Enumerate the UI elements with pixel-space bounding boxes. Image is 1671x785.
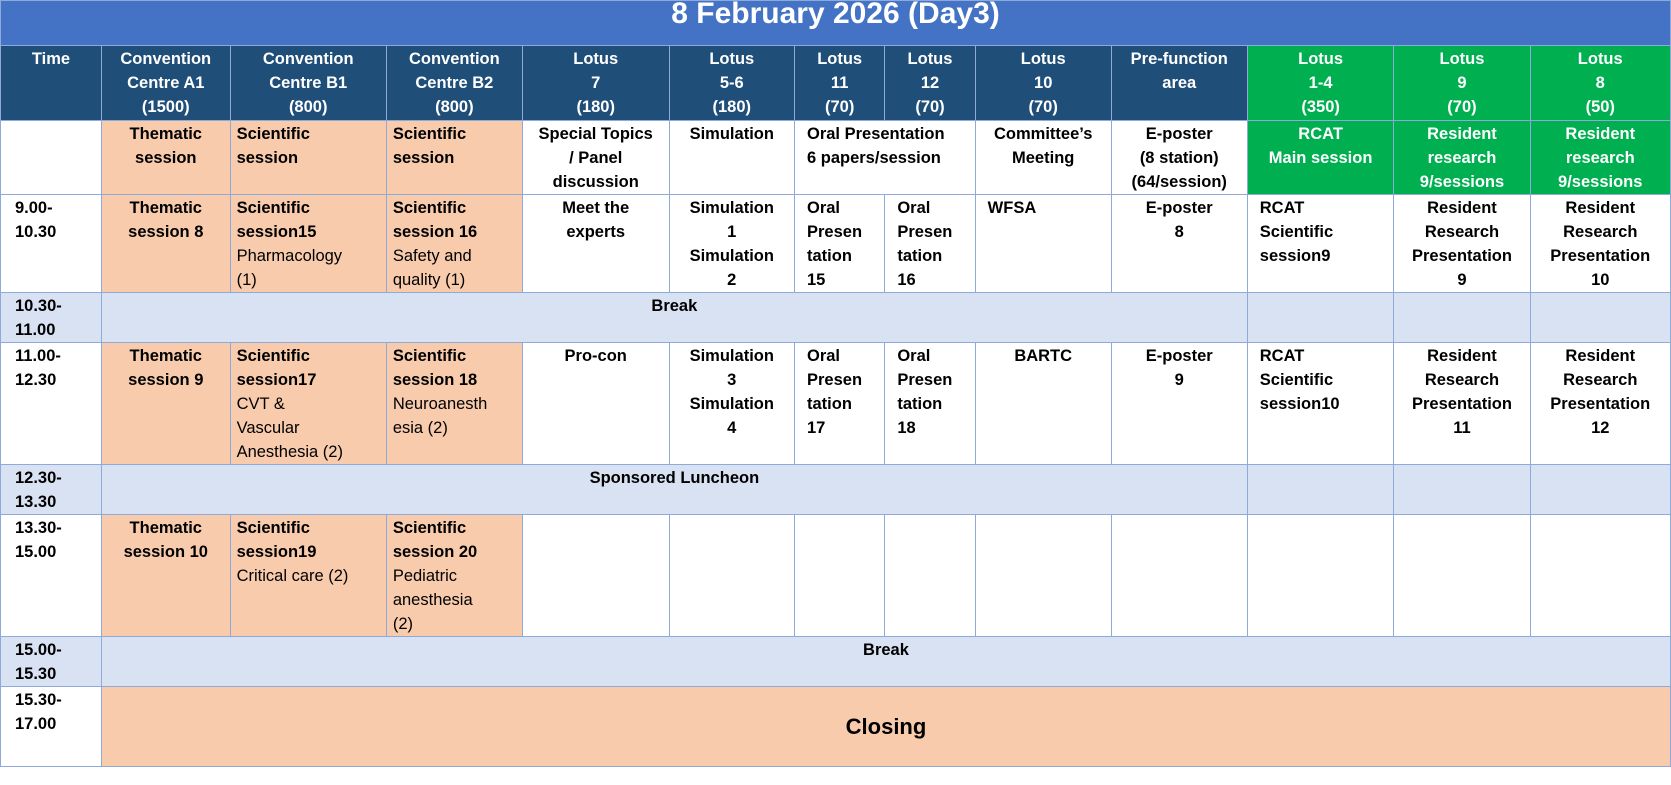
time-line: 10.30 <box>15 223 57 241</box>
session-topic: Safety and <box>392 247 472 265</box>
header-line: Centre B1 <box>269 74 348 92</box>
header-time-label: Time <box>31 50 71 68</box>
cell-line: Research <box>1563 223 1638 241</box>
slot-row <box>1 515 1671 637</box>
header-line: Lotus <box>907 50 953 68</box>
cell-convention-a1 <box>101 343 230 465</box>
cell-line: Simulation <box>689 247 774 265</box>
cell-line: (64/session) <box>1131 173 1227 191</box>
empty-cell <box>885 515 975 637</box>
cell-line: tation <box>897 395 943 413</box>
time-cell <box>1 293 102 343</box>
header-line: Convention <box>408 50 500 68</box>
cell-line: 2 <box>727 271 737 289</box>
cell-line: Thematic <box>129 125 202 143</box>
cell-line: 4 <box>727 419 737 437</box>
cell-line: Resident <box>1565 125 1636 143</box>
cell-line: 1 <box>727 223 737 241</box>
cell-lotus-11 <box>794 343 884 465</box>
time-line: 13.30- <box>15 519 62 537</box>
session-topic: (1) <box>236 271 257 289</box>
time-line: 15.00- <box>15 641 62 659</box>
cell-lotus-10: BARTC <box>975 343 1111 465</box>
cell-line: Thematic <box>129 519 202 537</box>
header-line: Lotus <box>709 50 755 68</box>
cell-line: Presen <box>897 223 953 241</box>
cell-convention-b2 <box>386 515 522 637</box>
cell-line: session <box>135 149 197 167</box>
cell-line: 16 <box>897 271 916 289</box>
cell-lotus-5-6 <box>669 195 794 293</box>
cell-line: Scientific <box>392 125 467 143</box>
empty-cell <box>669 515 794 637</box>
empty-cell <box>794 515 884 637</box>
type-oral-presentation <box>794 121 975 195</box>
cell-line: tation <box>806 247 852 265</box>
header-line: Lotus <box>573 50 619 68</box>
cell-convention-b2 <box>386 343 522 465</box>
break-empty-cell <box>1530 293 1671 343</box>
cell-line: Simulation <box>689 395 774 413</box>
break-label: Break <box>101 293 1247 343</box>
cell-lotus-8 <box>1530 343 1671 465</box>
cell-line: 9/sessions <box>1558 173 1643 191</box>
header-line: area <box>1162 74 1197 92</box>
cell-line: 3 <box>727 371 737 389</box>
empty-cell <box>1247 515 1394 637</box>
header-convention-b1 <box>230 46 386 121</box>
session-topic: Vascular <box>236 419 300 437</box>
cell-line: session 10 <box>123 543 208 561</box>
empty-cell <box>975 515 1111 637</box>
closing-label: Closing <box>101 687 1670 767</box>
cell-line: Thematic <box>129 347 202 365</box>
cell-line: 9 <box>1174 371 1184 389</box>
header-line: 12 <box>920 74 940 92</box>
header-lotus-1-4 <box>1247 46 1394 121</box>
header-capacity: (1500) <box>141 98 190 116</box>
cell-convention-a1 <box>101 515 230 637</box>
header-row <box>1 46 1671 121</box>
session-title: Scientific <box>392 199 467 217</box>
header-lotus-8 <box>1530 46 1671 121</box>
cell-line: 11 <box>1453 419 1471 437</box>
cell-line: (8 station) <box>1139 149 1219 167</box>
break-label: Break <box>101 637 1670 687</box>
cell-line: 10 <box>1591 271 1610 289</box>
cell-lotus-12 <box>885 195 975 293</box>
session-topic: Anesthesia (2) <box>236 443 343 461</box>
cell-line: session <box>392 149 455 167</box>
cell-line: tation <box>897 247 943 265</box>
header-line: Lotus <box>1439 50 1485 68</box>
cell-convention-a1 <box>101 195 230 293</box>
header-line: Lotus <box>1298 50 1344 68</box>
type-lotus-5-6: Simulation <box>669 121 794 195</box>
header-capacity: (70) <box>915 98 945 116</box>
cell-line: Thematic <box>129 199 202 217</box>
cell-line: Scientific <box>1259 371 1334 389</box>
cell-line: / Panel <box>569 149 623 167</box>
cell-line: Resident <box>1565 199 1636 217</box>
session-title: Scientific <box>392 347 467 365</box>
session-title: Scientific <box>236 199 310 217</box>
closing-row <box>1 687 1671 767</box>
header-lotus-7 <box>522 46 669 121</box>
cell-line: research <box>1565 149 1635 167</box>
time-line: 12.30 <box>15 371 57 389</box>
cell-line: Presen <box>806 371 863 389</box>
cell-convention-b2 <box>386 195 522 293</box>
cell-line: E-poster <box>1145 125 1213 143</box>
header-line: 11 <box>830 74 849 92</box>
session-title: session 20 <box>392 543 478 561</box>
break-row <box>1 293 1671 343</box>
cell-line: E-poster <box>1145 347 1213 365</box>
cell-lotus-5-6 <box>669 343 794 465</box>
time-cell <box>1 343 102 465</box>
cell-line: Presentation <box>1412 395 1512 413</box>
break-empty-cell <box>1394 293 1530 343</box>
lunch-empty-cell <box>1530 465 1671 515</box>
session-title: session17 <box>236 371 317 389</box>
session-topic: Pharmacology <box>236 247 343 265</box>
session-type-row <box>1 121 1671 195</box>
header-line: Pre-function <box>1130 50 1228 68</box>
cell-line: discussion <box>552 173 639 191</box>
header-line: Lotus <box>1577 50 1623 68</box>
cell-line: session <box>236 149 299 167</box>
time-line: 10.30- <box>15 297 62 315</box>
type-convention-a1 <box>101 121 230 195</box>
time-line: 17.00 <box>15 715 57 733</box>
session-topic: (2) <box>392 615 413 633</box>
header-line: 10 <box>1034 74 1053 92</box>
cell-line: session 8 <box>128 223 204 241</box>
slot-row <box>1 343 1671 465</box>
cell-lotus-11 <box>794 195 884 293</box>
cell-line: Presen <box>806 223 863 241</box>
header-line: 9 <box>1457 74 1467 92</box>
cell-line: Presentation <box>1550 395 1651 413</box>
cell-line: Oral <box>806 347 841 365</box>
cell-line: 15 <box>806 271 826 289</box>
empty-cell <box>1530 515 1671 637</box>
cell-pre-function <box>1111 343 1247 465</box>
cell-pre-function <box>1111 195 1247 293</box>
cell-line: Meeting <box>1012 149 1075 167</box>
cell-line: Presentation <box>1412 247 1512 265</box>
break-empty-cell <box>1247 293 1394 343</box>
cell-line: 9/sessions <box>1419 173 1505 191</box>
header-capacity: (50) <box>1585 98 1615 116</box>
session-title: session19 <box>236 543 317 561</box>
cell-line: Simulation <box>689 347 774 365</box>
cell-lotus-1-4 <box>1247 343 1394 465</box>
header-capacity: (70) <box>1447 98 1477 116</box>
time-cell <box>1 687 102 767</box>
cell-line: Committee’s <box>993 125 1093 143</box>
session-title: Scientific <box>392 519 467 537</box>
cell-line: 9 <box>1457 271 1467 289</box>
cell-line: experts <box>566 223 626 241</box>
empty-cell <box>522 515 669 637</box>
header-line: Centre B2 <box>415 74 494 92</box>
cell-lotus-7: Pro-con <box>522 343 669 465</box>
cell-line: 12 <box>1591 419 1610 437</box>
time-line: 15.30- <box>15 691 62 709</box>
page-title: 8 February 2026 (Day3) <box>1 1 1671 46</box>
time-line: 15.30 <box>15 665 57 683</box>
cell-convention-b1 <box>230 195 386 293</box>
cell-line: Scientific <box>1259 223 1334 241</box>
cell-line: session 9 <box>128 371 204 389</box>
cell-line: Special Topics <box>538 125 653 143</box>
header-line: 1-4 <box>1308 74 1333 92</box>
time-cell <box>1 637 102 687</box>
cell-line: research <box>1427 149 1497 167</box>
header-lotus-12 <box>885 46 975 121</box>
time-cell <box>1 195 102 293</box>
cell-line: RCAT <box>1298 125 1343 143</box>
header-capacity: (180) <box>712 98 752 116</box>
cell-line: RCAT <box>1259 347 1305 365</box>
header-capacity: (180) <box>576 98 615 116</box>
header-line: Centre A1 <box>127 74 205 92</box>
cell-line: session10 <box>1259 395 1340 413</box>
lunch-empty-cell <box>1247 465 1394 515</box>
header-line: Lotus <box>817 50 863 68</box>
time-line: 11.00- <box>15 347 61 365</box>
session-topic: esia (2) <box>392 419 448 437</box>
header-line: Convention <box>262 50 354 68</box>
session-topic: Pediatric <box>392 567 458 585</box>
header-lotus-9 <box>1394 46 1530 121</box>
cell-line: 6 papers/session <box>806 149 941 167</box>
time-line: 11.00 <box>15 321 56 339</box>
header-capacity: (70) <box>824 98 855 116</box>
lunch-empty-cell <box>1394 465 1530 515</box>
session-title: Scientific <box>236 519 310 537</box>
time-line: 15.00 <box>15 543 57 561</box>
cell-line: Research <box>1424 223 1500 241</box>
time-line: 13.30 <box>15 493 57 511</box>
time-line: 12.30- <box>15 469 62 487</box>
type-convention-b1 <box>230 121 386 195</box>
cell-lotus-9 <box>1394 343 1530 465</box>
header-lotus-10 <box>975 46 1111 121</box>
type-lotus-7 <box>522 121 669 195</box>
cell-line: session9 <box>1259 247 1331 265</box>
type-lotus-9 <box>1394 121 1530 195</box>
session-topic: CVT & <box>236 395 285 413</box>
header-line: Lotus <box>1020 50 1066 68</box>
header-line: 7 <box>591 74 601 92</box>
header-pre-function <box>1111 46 1247 121</box>
cell-line: tation <box>806 395 852 413</box>
time-cell <box>1 465 102 515</box>
session-topic: anesthesia <box>392 591 473 609</box>
cell-line: 8 <box>1174 223 1184 241</box>
cell-convention-b1 <box>230 515 386 637</box>
cell-line: Main session <box>1268 149 1373 167</box>
lunch-row <box>1 465 1671 515</box>
cell-line: Simulation <box>689 199 774 217</box>
type-convention-b2 <box>386 121 522 195</box>
cell-lotus-7 <box>522 195 669 293</box>
cell-line: Resident <box>1427 347 1497 365</box>
cell-line: Research <box>1424 371 1500 389</box>
cell-lotus-10: WFSA <box>975 195 1111 293</box>
cell-lotus-8 <box>1530 195 1671 293</box>
cell-line: Resident <box>1565 347 1636 365</box>
break-row <box>1 637 1671 687</box>
empty-cell <box>1111 515 1247 637</box>
cell-lotus-9 <box>1394 195 1530 293</box>
cell-line: Resident <box>1427 199 1497 217</box>
title-row <box>1 1 1671 46</box>
cell-lotus-1-4 <box>1247 195 1394 293</box>
header-line: 8 <box>1595 74 1605 92</box>
session-title: session15 <box>236 223 317 241</box>
session-topic: Critical care (2) <box>236 567 349 585</box>
empty-cell <box>1394 515 1530 637</box>
header-line: 5-6 <box>719 74 744 92</box>
cell-line: Meet the <box>562 199 630 217</box>
header-capacity: (800) <box>435 98 474 116</box>
cell-line: Presen <box>897 371 953 389</box>
header-capacity: (70) <box>1028 98 1058 116</box>
cell-line: Oral <box>897 347 931 365</box>
header-line: Convention <box>120 50 212 68</box>
cell-lotus-12 <box>885 343 975 465</box>
header-convention-b2 <box>386 46 522 121</box>
session-title: Scientific <box>236 347 310 365</box>
cell-line: Resident <box>1427 125 1497 143</box>
cell-line: RCAT <box>1259 199 1305 217</box>
header-capacity: (800) <box>288 98 328 116</box>
cell-line: Oral <box>806 199 841 217</box>
type-lotus-1-4 <box>1247 121 1394 195</box>
cell-line: Research <box>1563 371 1638 389</box>
time-line: 9.00- <box>15 199 53 217</box>
cell-line: 17 <box>806 419 826 437</box>
header-convention-a1 <box>101 46 230 121</box>
time-cell <box>1 515 102 637</box>
header-time <box>1 46 102 121</box>
cell-line: Scientific <box>236 125 310 143</box>
type-pre-function <box>1111 121 1247 195</box>
cell-line: Oral <box>897 199 931 217</box>
session-topic: Neuroanesth <box>392 395 488 413</box>
session-title: session 16 <box>392 223 478 241</box>
session-title: session 18 <box>392 371 478 389</box>
cell-line: Presentation <box>1550 247 1651 265</box>
header-lotus-11 <box>794 46 884 121</box>
cell-line: E-poster <box>1145 199 1213 217</box>
type-lotus-8 <box>1530 121 1671 195</box>
lunch-label: Sponsored Luncheon <box>101 465 1247 515</box>
header-lotus-5-6 <box>669 46 794 121</box>
type-time-cell <box>1 121 102 195</box>
slot-row <box>1 195 1671 293</box>
cell-line: 18 <box>897 419 916 437</box>
header-capacity: (350) <box>1301 98 1340 116</box>
type-lotus-10 <box>975 121 1111 195</box>
session-topic: quality (1) <box>392 271 466 289</box>
cell-convention-b1 <box>230 343 386 465</box>
cell-line: Oral Presentation <box>806 125 945 143</box>
